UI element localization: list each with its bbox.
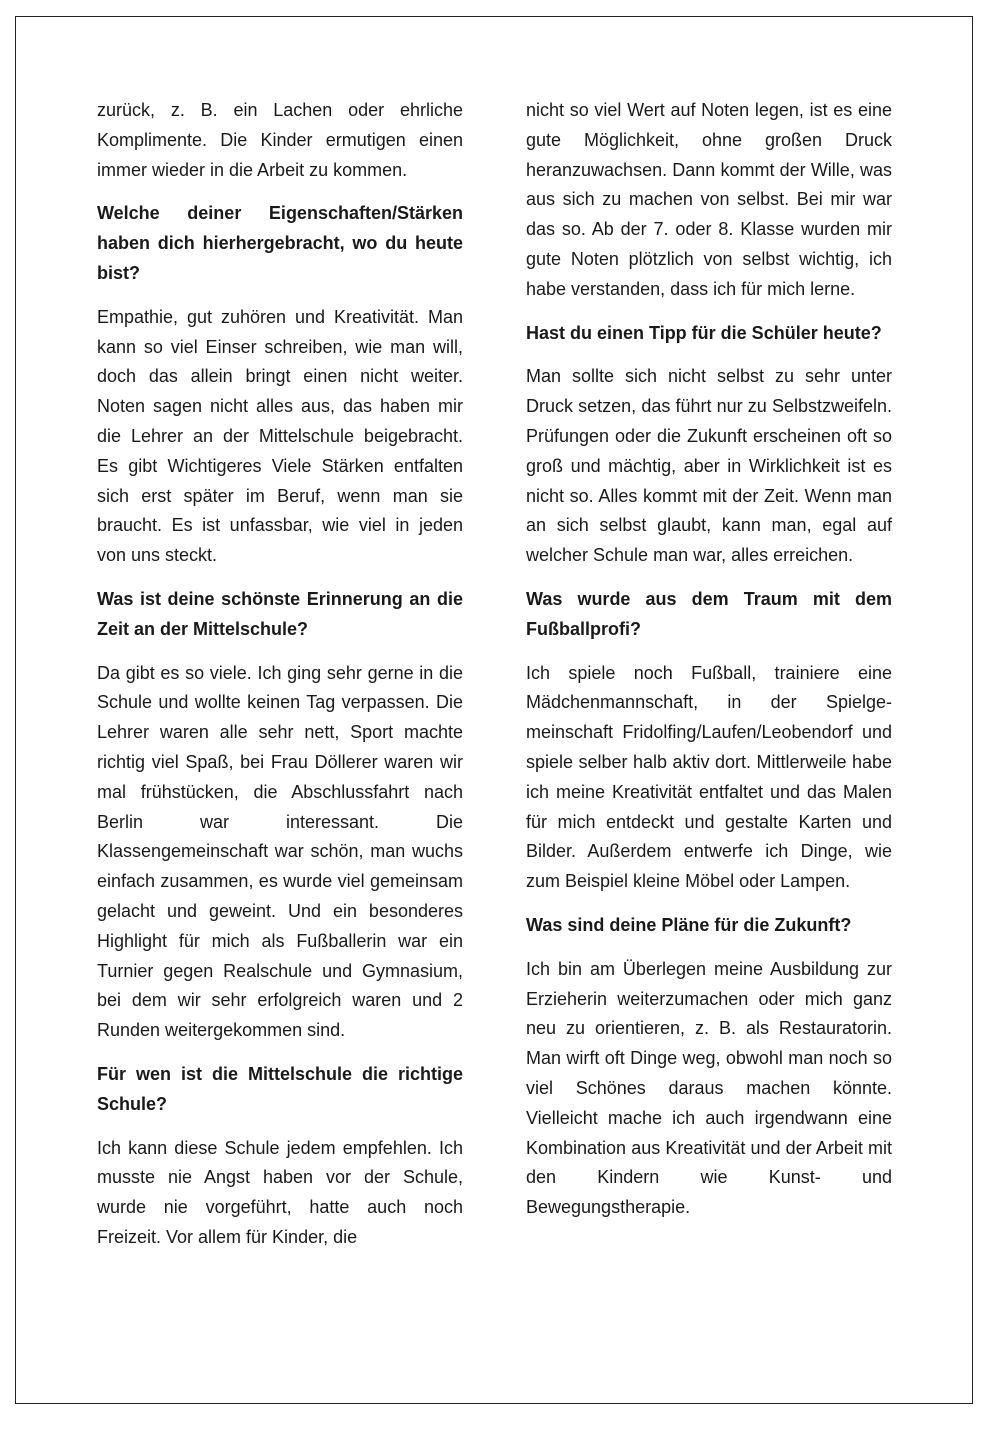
answer-paragraph: Empathie, gut zuhören und Kreativität. Man kann so viel Einser schreiben, wie man will, doch das allein bringt einen nicht weiter. Noten sagen nicht alles aus, das haben mir die Lehrer an der Mittelschule beigebracht. Es gibt Wichtigeres Viele Stärken entfalten sich erst später im Beruf, wenn man sie braucht. Es ist unfassbar, wie viel in jeden von uns steckt. (97, 306, 463, 566)
interview-question: Was ist deine schönste Erinnerung an die Zeit an der Mittelschule? (97, 588, 463, 639)
interview-question: Hast du einen Tipp für die Schüler heute? (526, 322, 882, 343)
interview-question: Welche deiner Eigenschaften/Stärken haben dich hierhergebracht, wo du heute bist? (97, 203, 463, 283)
answer-paragraph: Da gibt es so viele. Ich ging sehr gerne in die Schule und wollte keinen Tag verpassen. Die Lehrer waren alle sehr nett, Sport machte richtig viel Spaß, bei Frau Döllerer waren wir mal frühstücken, die Abschlussfahrt nach Berlin war interessant. Die Klassengemeinschaft war schön, man wuchs einfach zusammen, es wurde viel gemeinsam gelacht und geweint. Und ein besonderes Highlight für mich als Fußballerin war ein Turnier gegen Realschule und Gymnasium, bei dem wir sehr erfolgreich waren und 2 Runden weitergekommen sind. (97, 662, 463, 1041)
answer-paragraph: Ich bin am Überlegen meine Ausbildung zur Erzieherin weiterzumachen oder mich ganz neu zu orientieren, z. B. als Restauratorin. Man wirft oft Dinge weg, obwohl man noch so viel Schönes daraus machen könnte. Vielleicht mache ich auch irgendwann eine Kombination aus Kreativität und der Arbeit mit den Kindern wie Kunst- und Bewegungstherapie. (526, 958, 892, 1218)
left-column (97, 96, 463, 1267)
interview-question: Was wurde aus dem Traum mit dem Fußballprofi? (526, 588, 892, 639)
answer-paragraph: nicht so viel Wert auf Noten legen, ist es eine gute Möglichkeit, ohne großen Druck heranzuwachsen. Dann kommt der Wille, was aus sich zu machen von selbst. Bei mir war das so. Ab der 7. oder 8. Klasse wurden mir gute Noten plötzlich von selbst wichtig, ich habe verstanden, dass ich für mich lerne. (526, 100, 892, 299)
answer-paragraph: zurück, z. B. ein Lachen oder ehrliche Komplimente. Die Kinder ermutigen einen immer wieder in die Arbeit zu kommen. (97, 100, 463, 180)
interview-question: Für wen ist die Mittelschule die richtige Schule? (97, 1063, 463, 1114)
interview-question: Was sind deine Pläne für die Zukunft? (526, 914, 852, 935)
answer-paragraph: Man sollte sich nicht selbst zu sehr unter Druck setzen, das führt nur zu Selbstzweifeln. Prüfungen oder die Zukunft erscheinen oft so groß und mächtig, aber in Wirklichkeit ist es nicht so. Alles kommt mit der Zeit. Wenn man an sich selbst glaubt, kann man, egal auf welcher Schule man war, alles erreichen. (526, 366, 892, 566)
answer-paragraph: Ich spiele noch Fußball, trainiere eine Mädchenmannschaft, in der Spielgemeinschaft Fridolfing/Laufen/Leobendorf und spiele selber halb aktiv dort. Mittlerweile habe ich meine Kreativität entfaltet und das Malen für mich entdeckt und gestalte Karten und Bilder. Außerdem entwerfe ich Dinge, wie zum Beispiel kleine Möbel oder Lampen. (526, 662, 892, 892)
answer-paragraph: Ich kann diese Schule jedem empfehlen. Ich musste nie Angst haben vor der Schule, wurde nie vorgeführt, hatte auch noch Freizeit. Vor allem für Kinder, die (97, 1137, 463, 1247)
right-column (526, 96, 892, 1237)
